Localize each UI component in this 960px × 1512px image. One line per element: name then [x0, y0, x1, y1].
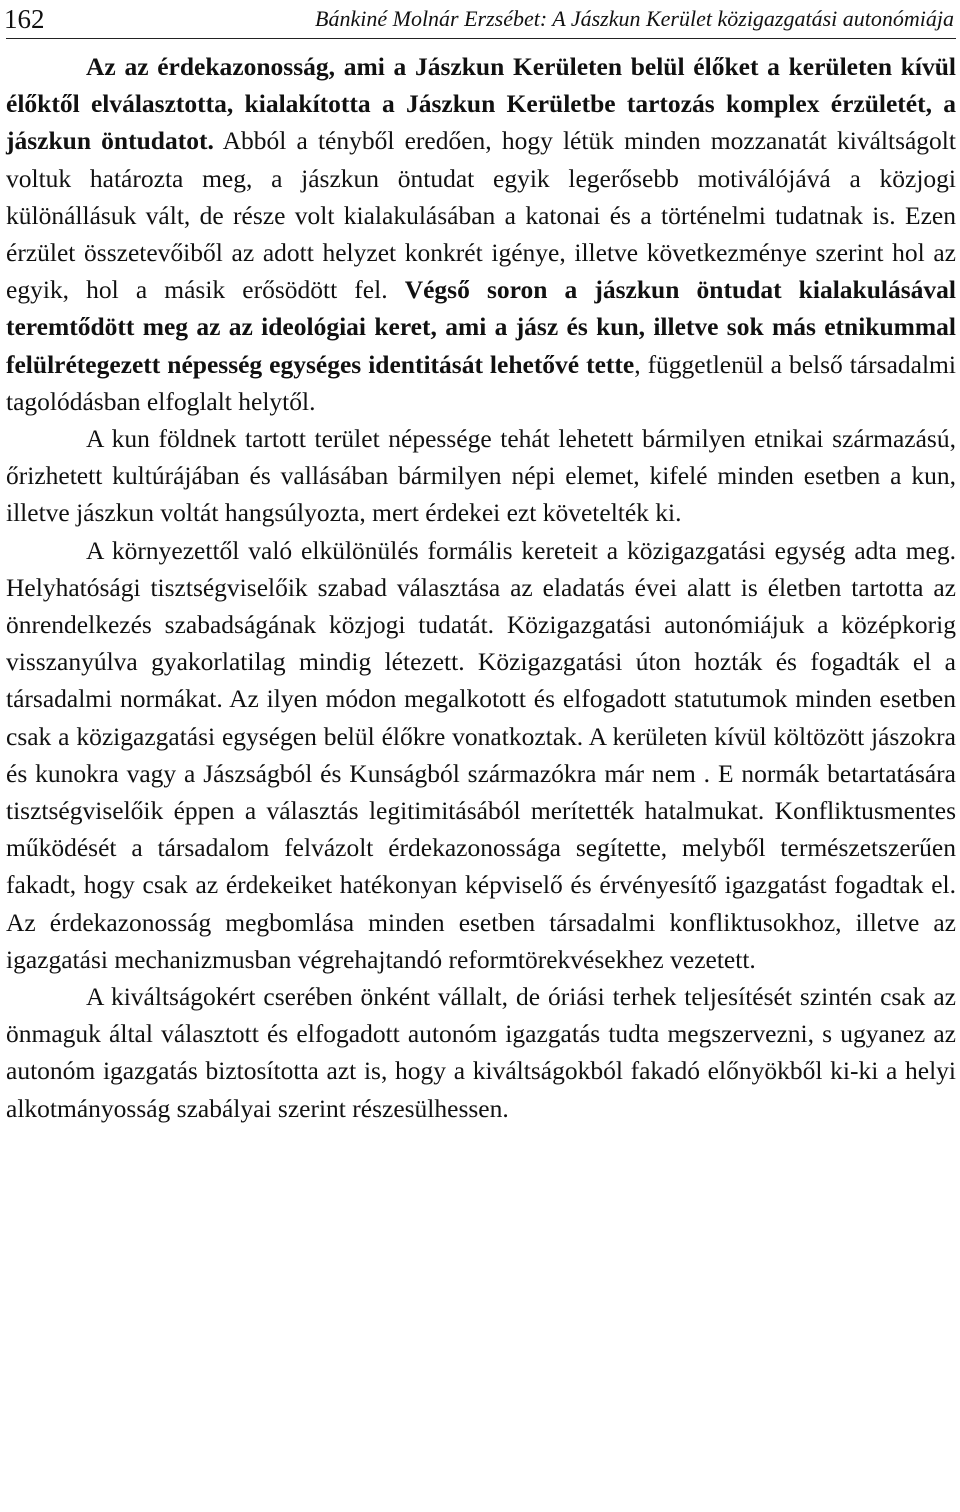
body-text [6, 48, 956, 1127]
paragraph-1-bold-mid: Végső soron a jászkun öntudat kialakulásával teremtődött meg az az ideológiai keret, ami a jász és kun, illetve sok más etnikummal felülrétegezett népesség egységes identitását lehetővé tette [6, 275, 956, 379]
paragraph-2: A kun földnek tartott terület népessége tehát lehetett bármilyen etnikai származású, őrizhetett kultúrájában és vallásában bármilyen népi elemet, kifelé minden esetben a kun, illetve jászkun voltát hangsúlyozta, mert érdekei ezt követelték ki. [6, 424, 956, 528]
paragraph-1-text-2: , függetlenül a belső társadalmi tagolódásban elfoglalt helytől. [6, 349, 956, 416]
page-number: 162 [4, 4, 45, 34]
header-rule [6, 38, 956, 39]
page-header [0, 0, 960, 38]
paragraph-4: A kiváltságokért cserében önként vállalt, de óriási terhek teljesítését szintén csak az önmaguk által választott és elfogadott autonóm igazgatás tudta megszervezni, s ugyanez az autonóm igazgatás biztosította azt is, hogy a kiváltságokból fakadó előnyökből ki-ki a helyi alkotmányosság szabályai szerint részesülhessen. [6, 982, 956, 1123]
paragraph-1-bold-intro: Az az érdekazonosság, ami a Jászkun Kerületen belül élőket a kerületen kívül élőktől elválasztotta, kialakította a Jászkun Kerületbe tartozás komplex érzületét, a jászkun öntudatot. [6, 52, 956, 156]
running-head: Bánkiné Molnár Erzsébet: A Jászkun Kerület közigazgatási autonómiája [315, 6, 954, 31]
paragraph-1 [6, 48, 956, 420]
paragraph-1-text-1: Abból a tényből eredően, hogy létük minden mozzanatát kiváltságolt voltuk határozta meg, a jászkun öntudat egyik legerősebb motiválójává a közjogi különállásuk vált, de része volt kialakulásában a katonai és a történelmi tudatnak is. Ezen érzület összetevőiből az adott helyzet konkrét igénye, illetve következménye szerint hol az egyik, hol a másik erősödött fel. [6, 126, 956, 305]
paragraph-3: A környezettől való elkülönülés formális kereteit a közigazgatási egység adta meg. Helyhatósági tisztségviselőik szabad választása az eladatás évei alatt is életben tartotta az önrendelkezés szabadságának közjogi tudatát. Közigazgatási autonómiájuk a középkorig visszanyúlva gyakorlatilag mindig létezett. Közigazgatási úton hozták és fogadták el a társadalmi normákat. Az ilyen módon megalkotott és elfogadott statutumok minden esetben csak a közigazgatási egységen belül élőkre vonatkoztak. A kerületen kívül költözött jászokra és kunokra vagy a Jászságból és Kunságból származókra már nem . E normák betartatására tisztségviselőik éppen a választás legitimitásából merítették hatalmukat. Konfliktusmentes működését a társadalom felvázolt érdekazonossága segítette, melyből természetszerűen fakadt, hogy csak az érdekeiket hatékonyan képviselő és érvényesítő igazgatást fogadtak el. Az érdekazonosság megbomlása minden esetben társadalmi konfliktusokhoz, illetve az igazgatási mechanizmusban végrehajtandó reformtörekvésekhez vezetett. [6, 535, 956, 974]
